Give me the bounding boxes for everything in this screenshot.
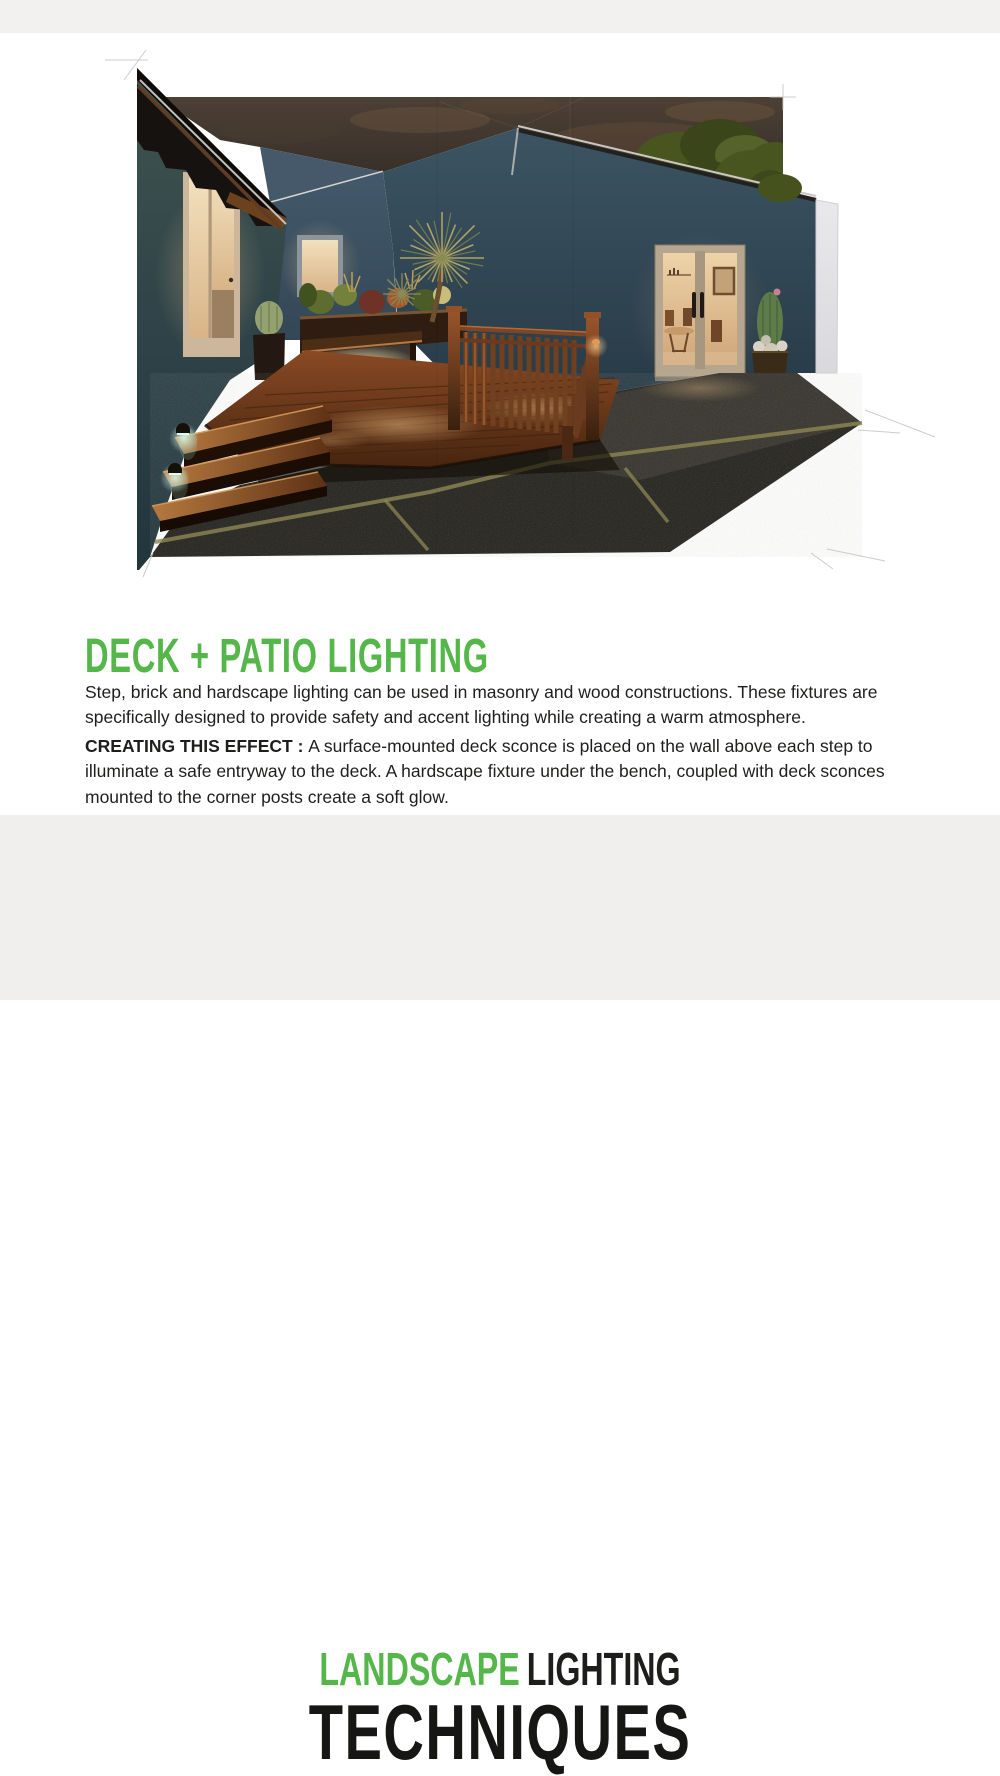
effect-text: A surface-mounted deck sconce is placed on the wall above each step to illuminate a safe entryway to the deck. A hardscape fixture under the bench, coupled with deck sconces mounted to the corner posts create a soft glow.: [85, 735, 885, 807]
potted-cactus-left: [253, 301, 285, 380]
footer-title-line1: [150, 1643, 850, 1695]
top-margin-band: [0, 0, 1000, 33]
footer-word-landscape: LANDSCAPE: [319, 1643, 520, 1695]
door-handle: [229, 278, 233, 282]
french-doors: [630, 230, 770, 390]
effect-paragraph: [85, 734, 937, 811]
footer-band: [0, 815, 1000, 1776]
effect-label: CREATING THIS EFFECT :: [85, 735, 309, 756]
door-handle: [700, 292, 704, 318]
post-sconce: [584, 334, 608, 358]
picture-frame: [714, 268, 734, 294]
intro-paragraph: Step, brick and hardscape lighting can be used in masonry and wood constructions. These fixtures are specifically designed to provide safety and accent lighting while creating a warm atmosphere.: [85, 681, 878, 727]
deck-render-figure: [80, 40, 960, 600]
overhanging-branch: [758, 174, 802, 202]
footer-title-line2: TECHNIQUES: [308, 1688, 692, 1776]
section-heading: DECK + PATIO LIGHTING: [85, 630, 489, 684]
side-panel: [816, 200, 838, 373]
footer-word-lighting: LIGHTING: [526, 1643, 681, 1695]
door-handle: [692, 292, 696, 318]
deck-render-illustration: [80, 40, 960, 600]
